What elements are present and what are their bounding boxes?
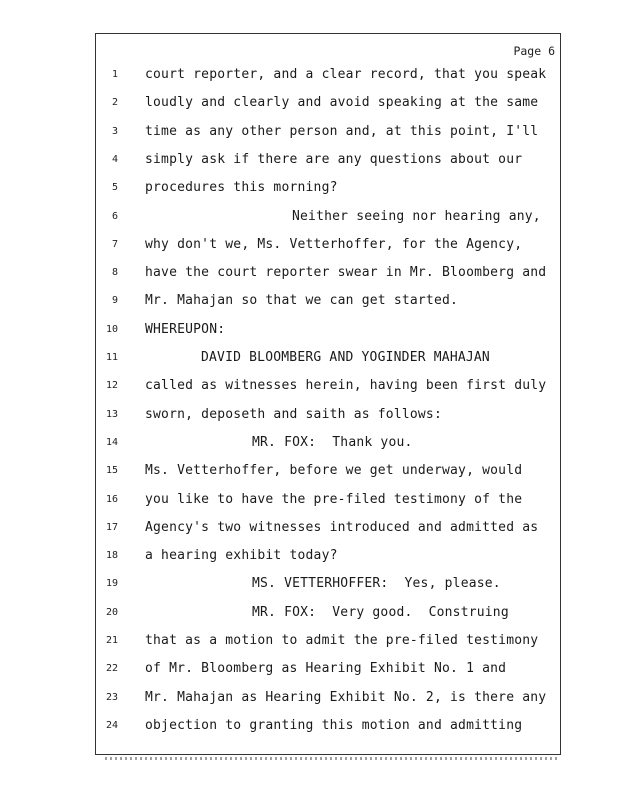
line-text: simply ask if there are any questions about our xyxy=(145,151,523,167)
line-text: why don't we, Ms. Vetterhoffer, for the Agency, xyxy=(145,236,523,252)
transcript-line xyxy=(0,435,619,457)
transcript-line xyxy=(0,520,619,542)
transcript-line xyxy=(0,265,619,287)
line-number: 4 xyxy=(111,153,118,165)
line-number: 1 xyxy=(111,69,118,80)
line-number: 24 xyxy=(105,719,118,731)
line-number: 8 xyxy=(111,267,118,279)
line-text: Mr. Mahajan as Hearing Exhibit No. 2, is there any xyxy=(145,689,547,705)
transcript-line xyxy=(0,322,619,344)
line-text: of Mr. Bloomberg as Hearing Exhibit No. 1 and xyxy=(145,661,507,677)
line-text: Agency's two witnesses introduced and admitted as xyxy=(145,519,539,535)
line-number: 20 xyxy=(105,606,118,618)
line-text: MS. VETTERHOFFER: Yes, please. xyxy=(252,576,501,592)
line-text: loudly and clearly and avoid speaking at the same xyxy=(145,95,539,111)
transcript-line xyxy=(0,350,619,372)
line-number: 22 xyxy=(105,663,118,675)
transcript-line xyxy=(0,605,619,627)
transcript-line xyxy=(0,293,619,315)
line-text: court reporter, and a clear record, that you speak xyxy=(145,67,547,82)
transcript-line xyxy=(0,690,619,712)
transcript-line xyxy=(0,576,619,598)
line-number: 6 xyxy=(111,210,118,222)
line-number: 12 xyxy=(105,380,118,392)
line-text: MR. FOX: Very good. Construing xyxy=(252,604,509,620)
transcript-line xyxy=(0,492,619,514)
transcript-line xyxy=(0,463,619,485)
line-number: 19 xyxy=(105,578,118,590)
line-text: WHEREUPON: xyxy=(145,321,226,337)
line-text: have the court reporter swear in Mr. Bloomberg and xyxy=(145,265,547,281)
line-number: 10 xyxy=(105,323,118,335)
line-number: 21 xyxy=(105,635,118,646)
line-number: 17 xyxy=(105,521,118,533)
transcript-line xyxy=(0,548,619,570)
line-number: 15 xyxy=(105,465,118,477)
line-number: 13 xyxy=(105,408,118,420)
line-text: MR. FOX: Thank you. xyxy=(252,434,413,450)
transcript-line xyxy=(0,718,619,740)
line-text: a hearing exhibit today? xyxy=(145,548,338,564)
transcript-line xyxy=(0,633,619,655)
transcript-line xyxy=(0,407,619,429)
line-text: procedures this morning? xyxy=(145,180,338,196)
line-text: time as any other person and, at this point, I'll xyxy=(145,123,539,139)
line-number: 9 xyxy=(111,295,118,307)
line-number: 23 xyxy=(105,691,118,703)
transcript-line xyxy=(0,152,619,174)
line-text: sworn, deposeth and saith as follows: xyxy=(145,406,442,422)
line-number: 18 xyxy=(105,550,118,562)
transcript-line xyxy=(0,237,619,259)
transcript-line xyxy=(0,67,619,89)
scan-footer-artifact xyxy=(105,757,560,760)
transcript-line xyxy=(0,209,619,231)
line-text: Ms. Vetterhoffer, before we get underway, would xyxy=(145,463,523,479)
transcript-line xyxy=(0,95,619,117)
line-number: 2 xyxy=(111,97,118,109)
transcript-line xyxy=(0,180,619,202)
line-text: that as a motion to admit the pre-filed testimony xyxy=(145,633,539,648)
line-text: DAVID BLOOMBERG AND YOGINDER MAHAJAN xyxy=(201,350,490,365)
line-text: called as witnesses herein, having been first duly xyxy=(145,378,547,394)
page-number: Page 6 xyxy=(513,44,555,58)
line-number: 14 xyxy=(105,436,118,448)
line-text: Neither seeing nor hearing any, xyxy=(292,208,541,224)
line-text: you like to have the pre-filed testimony of the xyxy=(145,491,523,507)
line-text: objection to granting this motion and admitting xyxy=(145,717,523,733)
line-number: 7 xyxy=(111,238,118,250)
line-number: 5 xyxy=(111,182,118,194)
line-text: Mr. Mahajan so that we can get started. xyxy=(145,293,459,309)
line-number: 16 xyxy=(105,493,118,505)
line-number: 11 xyxy=(105,352,118,363)
line-number: 3 xyxy=(111,125,118,137)
transcript-line xyxy=(0,124,619,146)
transcript-line xyxy=(0,378,619,400)
transcript-line xyxy=(0,661,619,683)
